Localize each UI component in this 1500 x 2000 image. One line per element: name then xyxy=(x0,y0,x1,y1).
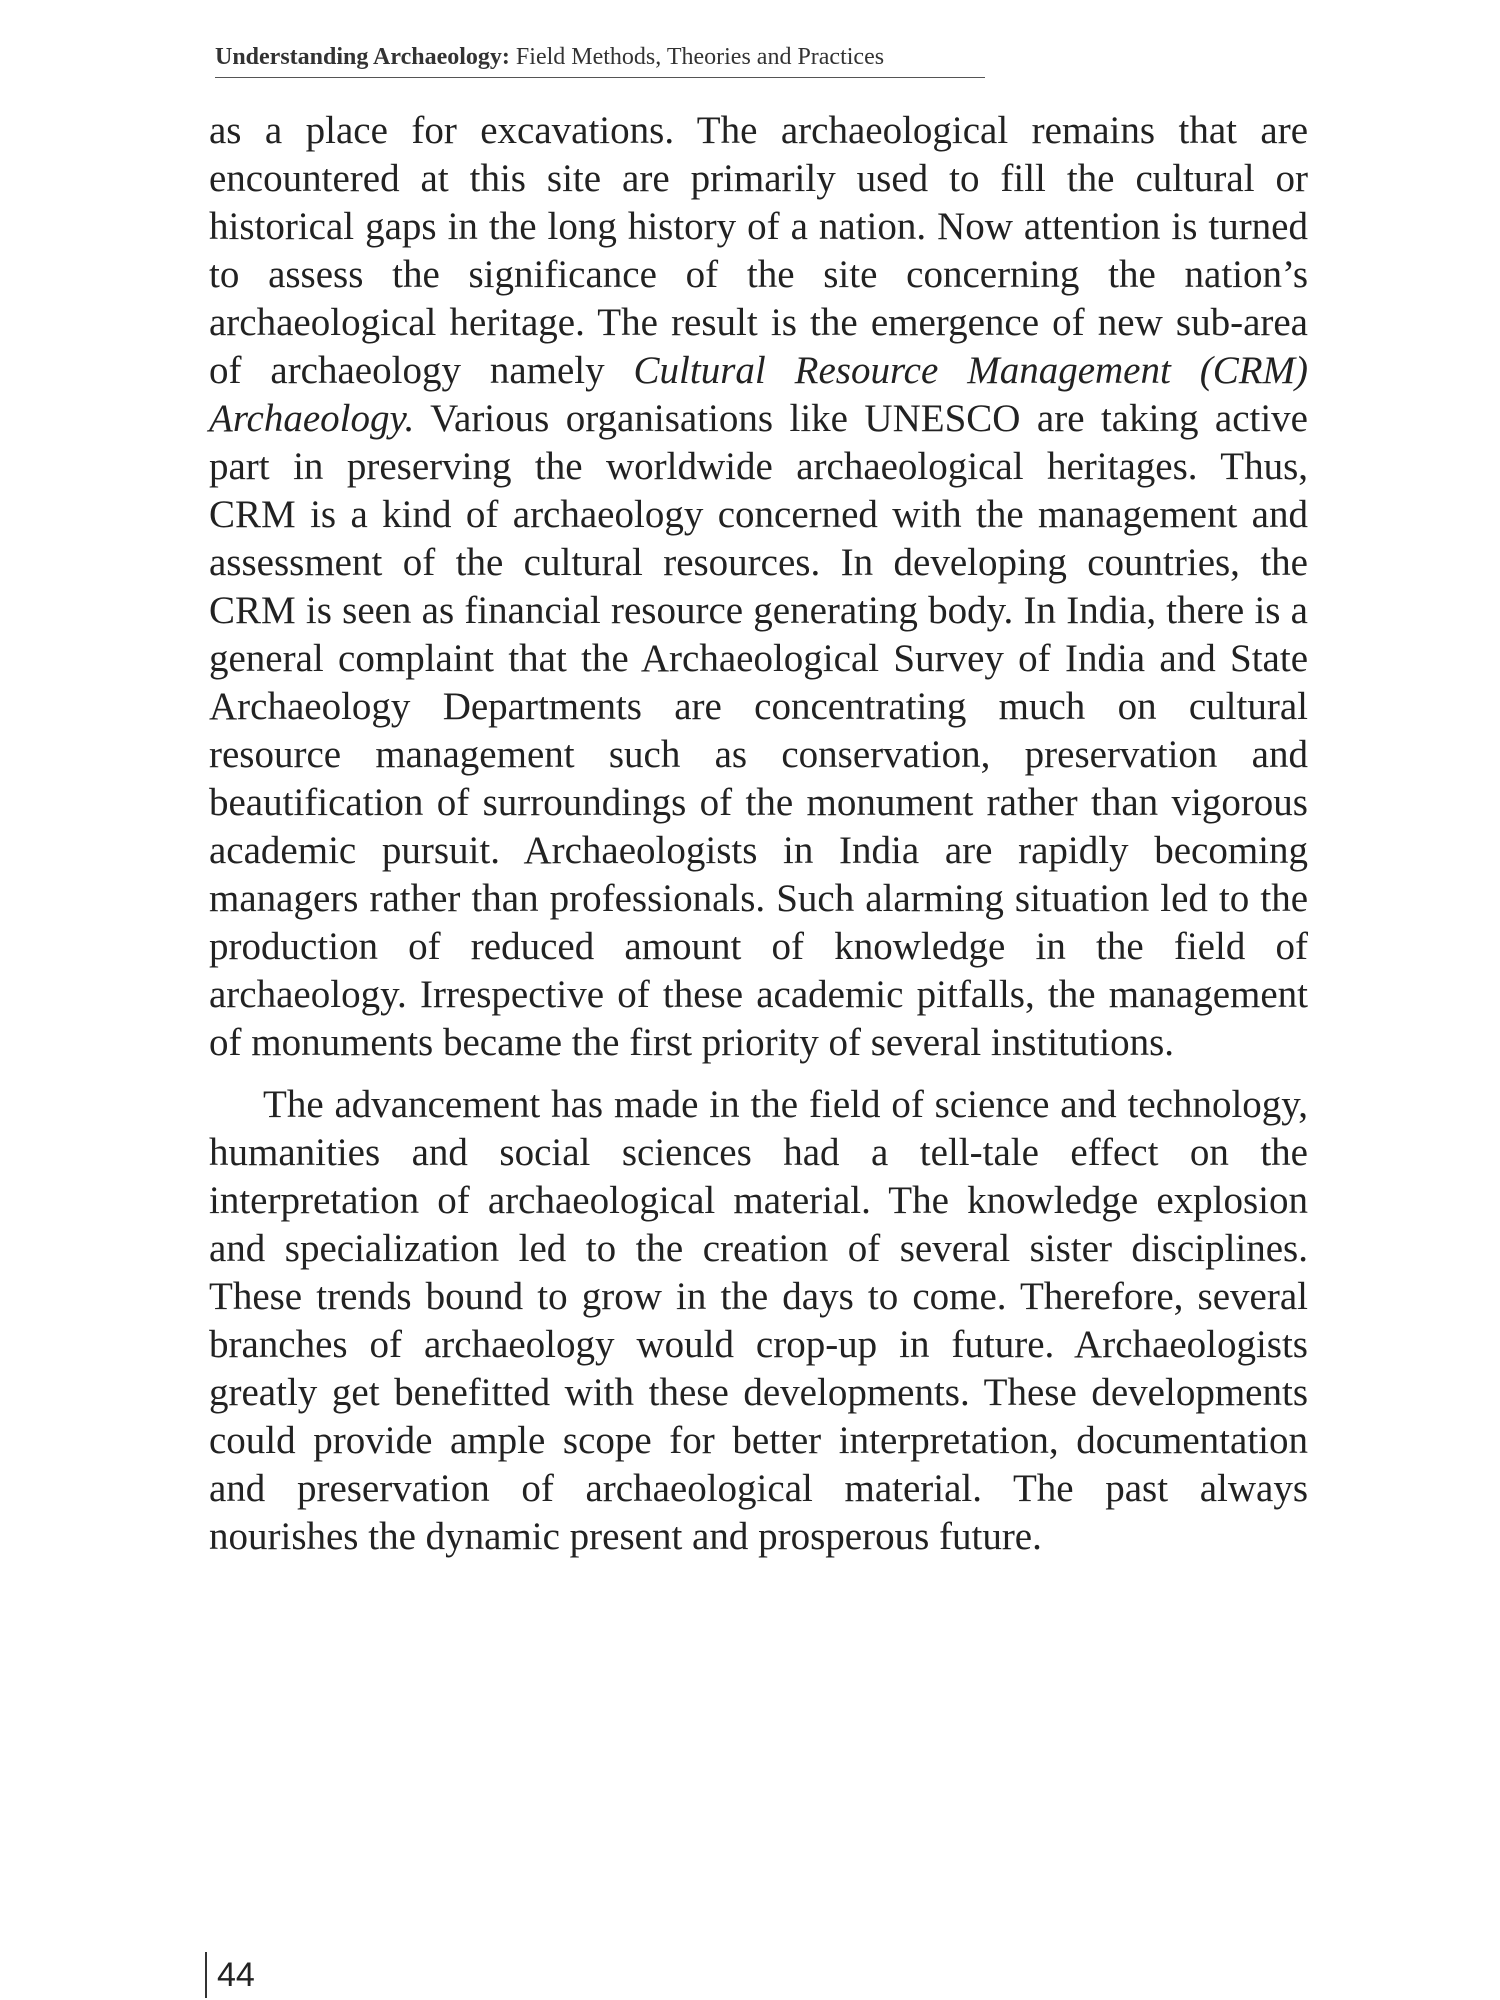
paragraph-2: The advancement has made in the field of science and technology, humanities and social sciences had a tell-tale effect on the interpretation of archaeological material. The knowledge explosion and specialization led to the creation of several sister disciplines. These trends bound to grow in the days to come. Therefore, several branches of archaeology would crop-up in future. Archaeologists greatly get benefitted with these developments. These developments could provide ample scope for better interpretation, documentation and preservation of archaeological material. The past always nourishes the dynamic present and prosperous future. xyxy=(209,1083,1308,1558)
paragraph-1-text-start: as a place for excavations. The archaeological remains that are encountered at this site are primarily used to fill the cultural or historical gaps in the long history of a nation. Now attention is turned to assess the significance of the site concerning the nation’s archaeological heritage. The result is the emergence of new sub-area of archaeology namely xyxy=(209,109,1308,392)
paragraph-1-text-end: Various organisations like UNESCO are taking active part in preserving the worldwide archaeological heritages. Thus, CRM is a kind of archaeology concerned with the management and assessment of the cultural resources. In developing countries, the CRM is seen as financial resource generating body. In India, there is a general complaint that the Archaeological Survey of India and State Archaeology Departments are concentrating much on cultural resource management such as conservation, preservation and beautification of surroundings of the monument rather than vigorous academic pursuit. Archaeologists in India are rapidly becoming managers rather than professionals. Such alarming situation led to the production of reduced amount of knowledge in the field of archaeology. Irrespective of these academic pitfalls, the management of monuments became the first priority of several institutions. xyxy=(209,397,1308,1064)
header-book-title: Understanding Archaeology: xyxy=(215,44,510,70)
crm-archaeology-term: Cultural Resource Management (CRM) Archaeology. xyxy=(209,349,1309,440)
header-subtitle: Field Methods, Theories and Practices xyxy=(509,44,885,70)
body-text xyxy=(209,107,1308,1561)
running-header xyxy=(215,40,985,78)
paragraph-1 xyxy=(209,107,1308,1067)
page-number: 44 xyxy=(205,1952,255,1998)
